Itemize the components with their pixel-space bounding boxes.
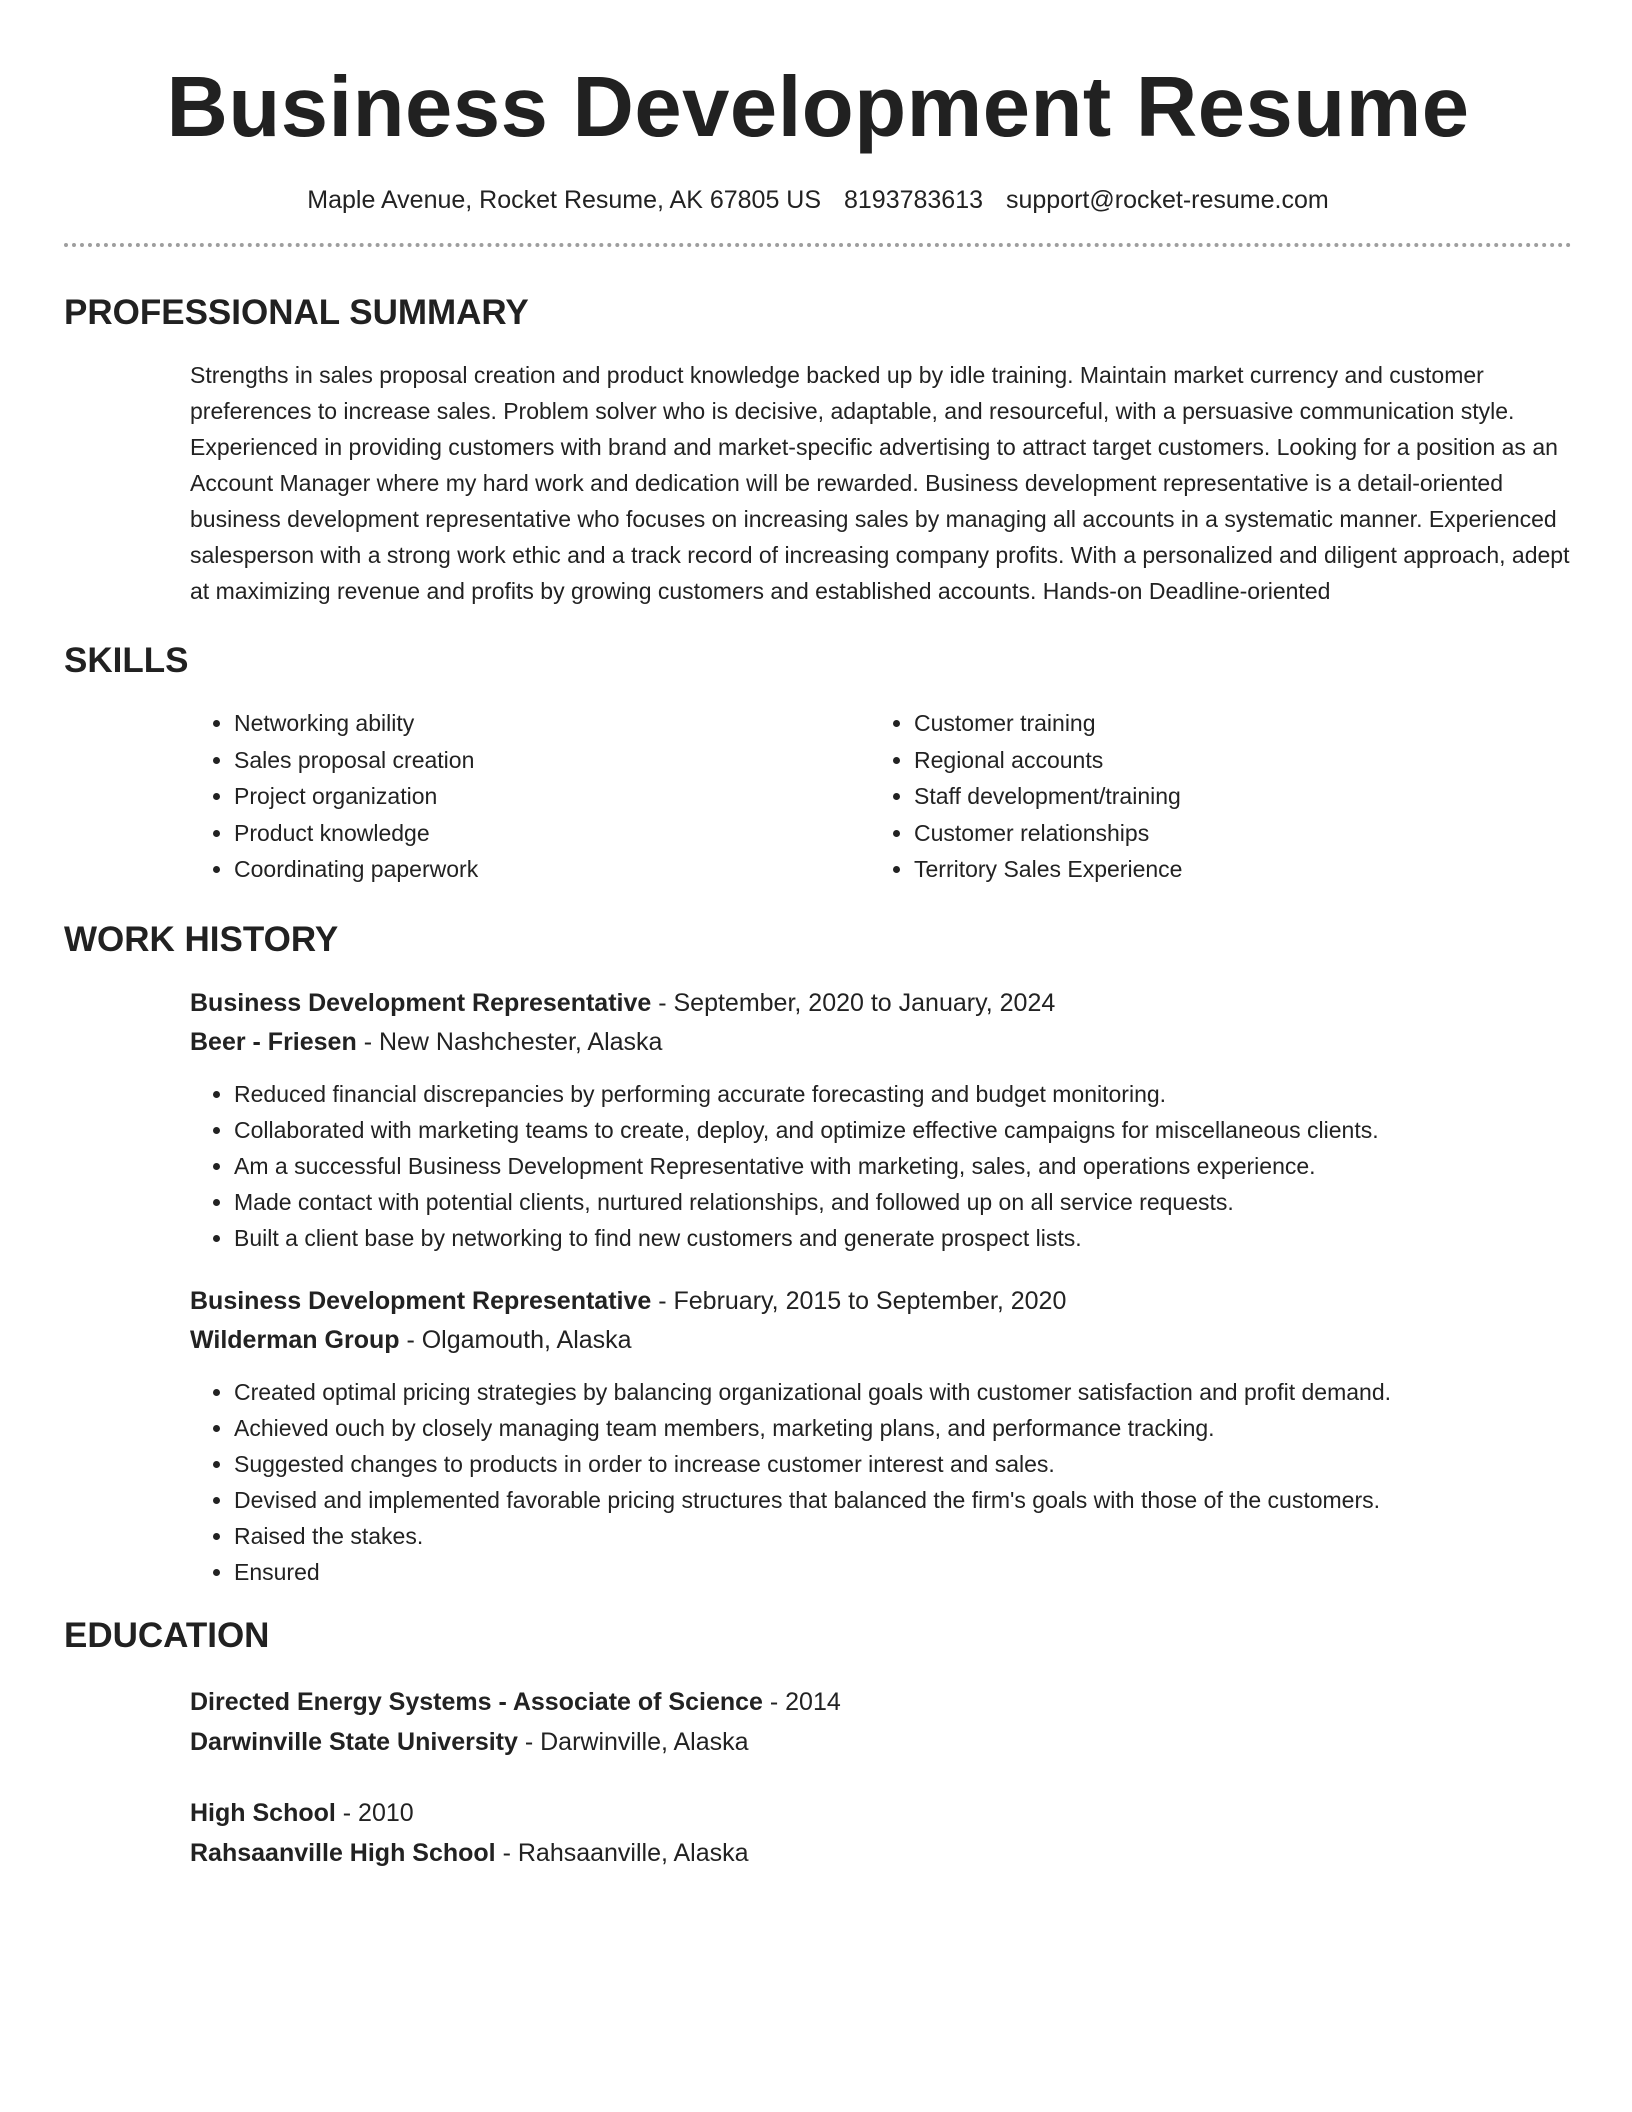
degree-line <box>190 1793 1572 1833</box>
page-title: Business Development Resume <box>166 60 1470 155</box>
degree-name: High School <box>190 1798 336 1827</box>
phone-text: 8193783613 <box>843 186 984 214</box>
job-bullets <box>190 1374 1572 1590</box>
summary-section <box>64 291 1572 609</box>
summary-heading: PROFESSIONAL SUMMARY <box>64 293 529 332</box>
job-bullet: • Made contact with potential clients, nurtured relationships, and followed up on all service requests. <box>234 1184 1572 1220</box>
email-text: support@rocket-resume.com <box>1005 186 1329 214</box>
skill-item: • Territory Sales Experience <box>914 851 1534 888</box>
education-entry <box>190 1793 1572 1873</box>
job-role: Business Development Representative <box>190 988 652 1017</box>
skill-item: • Sales proposal creation <box>234 742 870 779</box>
job-title-line <box>190 984 1572 1023</box>
job-bullet: • Collaborated with marketing teams to create, deploy, and optimize effective campaigns for miscellaneous clients. <box>234 1112 1572 1148</box>
job-bullet: • Reduced financial discrepancies by performing accurate forecasting and budget monitoring. <box>234 1076 1572 1112</box>
job-bullets <box>190 1076 1572 1256</box>
degree-year: - 2014 <box>762 1687 841 1716</box>
job-location: - New Nashchester, Alaska <box>356 1027 663 1056</box>
skill-item: • Product knowledge <box>234 815 870 852</box>
job-dates: - September, 2020 to January, 2024 <box>651 988 1056 1017</box>
job-entry <box>190 984 1572 1256</box>
job-bullet: • Devised and implemented favorable pricing structures that balanced the firm's goals with those of the customers. <box>234 1482 1572 1518</box>
job-entry <box>190 1282 1572 1590</box>
skill-item: • Networking ability <box>234 705 870 742</box>
address-text: Maple Avenue, Rocket Resume, AK 67805 US <box>307 186 822 214</box>
job-title-line <box>190 1282 1572 1321</box>
skills-columns <box>190 705 1572 888</box>
job-bullet: • Raised the stakes. <box>234 1518 1572 1554</box>
education-heading: EDUCATION <box>64 1615 270 1655</box>
header-divider <box>64 243 1572 247</box>
skill-item: • Coordinating paperwork <box>234 851 870 888</box>
school-line <box>190 1833 1572 1873</box>
job-bullet: • Ensured <box>234 1554 1572 1590</box>
education-section <box>64 1614 1572 1873</box>
job-company: Beer - Friesen <box>190 1027 357 1056</box>
skill-item: • Customer relationships <box>914 815 1534 852</box>
job-company-line <box>190 1321 1572 1360</box>
summary-text: Strengths in sales proposal creation and product knowledge backed up by idle training. Maintain market currency and customer preferences to increase sales. Problem solver who is decisive, adaptable, and resourceful, with a persuasive communication style. Experienced in providing customers with brand and market-specific advertising to attract target customers. Looking for a position as an Account Manager where my hard work and dedication will be rewarded. Business development representative is a detail-oriented business development representative who focuses on increasing sales by managing all accounts in a systematic manner. Experienced salesperson with a strong work ethic and a track record of increasing company profits. With a personalized and diligent approach, adept at maximizing revenue and profits by growing customers and established accounts. Hands-on Deadline-oriented <box>190 362 1570 604</box>
skills-heading: SKILLS <box>64 641 189 680</box>
work-history-section <box>64 918 1572 1590</box>
work-history-heading: WORK HISTORY <box>64 919 339 959</box>
skill-item: • Regional accounts <box>914 742 1534 779</box>
job-dates: - February, 2015 to September, 2020 <box>651 1286 1067 1315</box>
skill-item: • Project organization <box>234 778 870 815</box>
skill-item: • Staff development/training <box>914 778 1534 815</box>
job-company-line <box>190 1023 1572 1062</box>
job-bullet: • Built a client base by networking to find new customers and generate prospect lists. <box>234 1220 1572 1256</box>
skills-section <box>64 639 1572 888</box>
job-bullet: • Am a successful Business Development Representative with marketing, sales, and operations experience. <box>234 1148 1572 1184</box>
resume-page <box>64 0 1572 1873</box>
school-line <box>190 1722 1572 1762</box>
school-location: - Darwinville, Alaska <box>517 1727 749 1756</box>
job-location: - Olgamouth, Alaska <box>399 1325 632 1354</box>
skill-item: • Customer training <box>914 705 1534 742</box>
job-bullet: • Suggested changes to products in order to increase customer interest and sales. <box>234 1446 1572 1482</box>
school-name: Rahsaanville High School <box>190 1838 496 1867</box>
contact-line <box>64 183 1572 217</box>
job-role: Business Development Representative <box>190 1286 652 1315</box>
school-name: Darwinville State University <box>190 1727 518 1756</box>
job-bullet: • Achieved ouch by closely managing team members, marketing plans, and performance tracking. <box>234 1410 1572 1446</box>
degree-name: Directed Energy Systems - Associate of Science <box>190 1687 763 1716</box>
degree-year: - 2010 <box>335 1798 414 1827</box>
school-location: - Rahsaanville, Alaska <box>495 1838 749 1867</box>
skills-list-left <box>190 705 870 888</box>
job-bullet: • Created optimal pricing strategies by balancing organizational goals with customer satisfaction and profit demand. <box>234 1374 1572 1410</box>
degree-line <box>190 1682 1572 1722</box>
skills-list-right <box>870 705 1534 888</box>
job-company: Wilderman Group <box>190 1325 400 1354</box>
education-entry <box>190 1682 1572 1762</box>
